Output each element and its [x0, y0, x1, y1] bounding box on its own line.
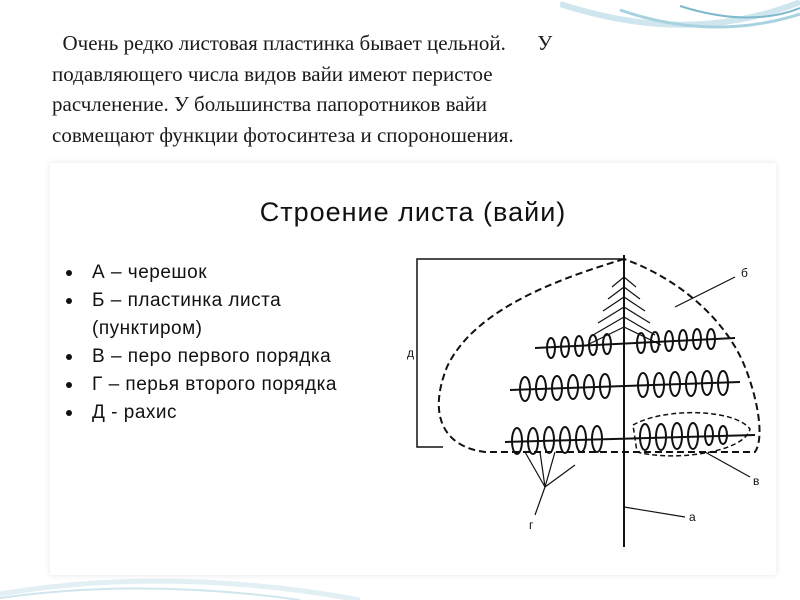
leaf-blade-outline	[439, 259, 760, 452]
label-v: в	[753, 474, 760, 488]
intro-line-1: Очень редко листовая пластинка бывает цельной. У	[52, 31, 553, 55]
intro-line-3: расчленение. У большинства папоротников вайи	[52, 92, 488, 116]
intro-paragraph	[52, 28, 772, 150]
label-b: б	[741, 266, 748, 280]
intro-line-4: совмещают функции фотосинтеза и спороношения.	[52, 122, 514, 147]
legend-item-v	[64, 343, 384, 371]
bullet-icon	[66, 382, 72, 388]
second-order-pointers	[525, 452, 575, 515]
label-g: г	[529, 518, 534, 532]
legend-item-label: А – черешок	[92, 262, 208, 283]
label-a: а	[689, 510, 696, 524]
rachis-bracket	[417, 259, 625, 447]
pinna-row-3	[505, 423, 755, 454]
frond-diagram	[405, 247, 765, 567]
legend-item-g	[64, 371, 384, 399]
leaf-structure-figure	[50, 163, 776, 575]
bullet-icon	[66, 410, 72, 416]
pinna-row-1	[535, 329, 735, 358]
legend-item-a	[64, 259, 384, 287]
intro-line-2: подавляющего числа видов вайи имеют перистое	[52, 61, 493, 86]
bullet-icon	[66, 354, 72, 360]
legend-item-label: Б – пластинка листа (пунктиром)	[92, 290, 282, 339]
figure-title: Строение листа (вайи)	[259, 197, 567, 227]
legend-item-b	[64, 287, 384, 343]
legend-item-label: Г – перья второго порядка	[92, 374, 337, 395]
label-d: д	[407, 346, 415, 360]
legend-item-label: Д - рахис	[92, 402, 177, 423]
leader-v	[705, 452, 750, 477]
bullet-icon	[66, 298, 72, 304]
legend-item-d	[64, 399, 384, 427]
bullet-icon	[66, 270, 72, 276]
legend-list	[64, 259, 384, 427]
leader-a	[624, 507, 685, 517]
legend-item-label: В – перо первого порядка	[92, 346, 332, 367]
leader-b	[675, 277, 735, 307]
